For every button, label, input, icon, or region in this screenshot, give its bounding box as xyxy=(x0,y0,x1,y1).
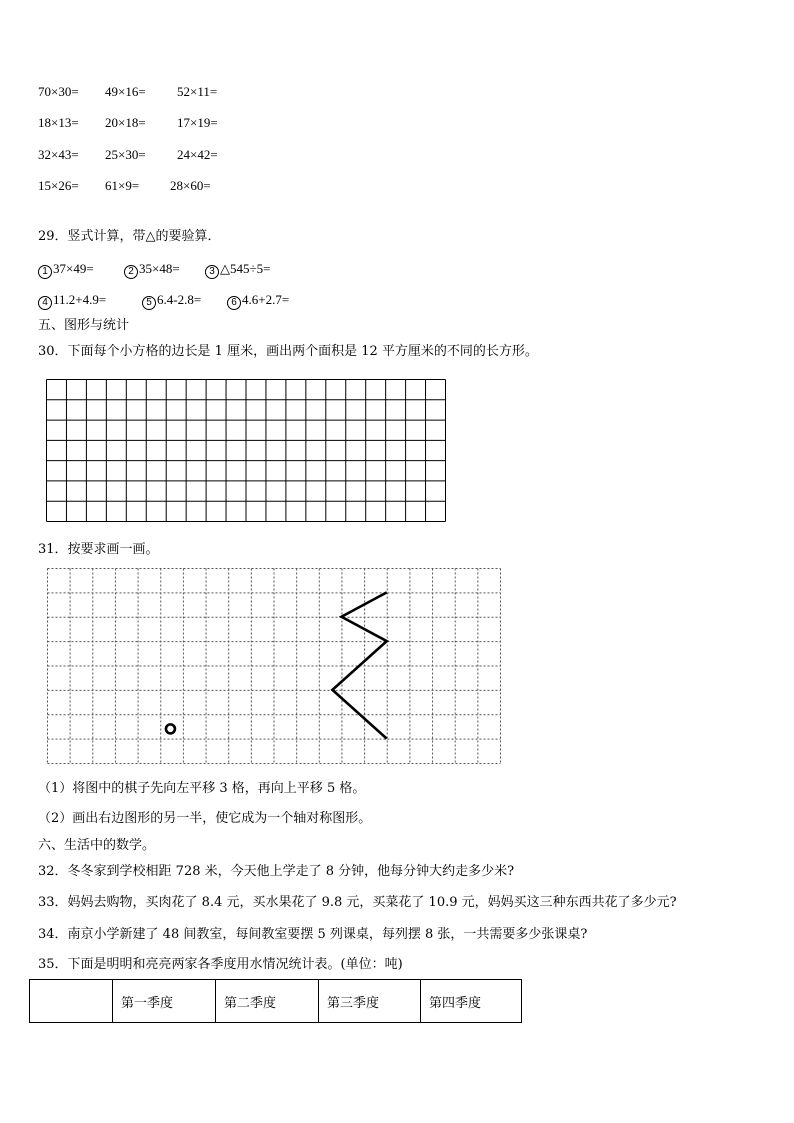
water-usage-table xyxy=(29,979,522,1023)
calc-expr: 17×19= xyxy=(177,115,218,130)
q29-item xyxy=(38,292,106,310)
circled-number: 6 xyxy=(227,296,241,310)
q29-item-text: 35×48= xyxy=(139,261,180,276)
circled-number: 3 xyxy=(205,265,219,279)
calc-expr: 49×16= xyxy=(105,84,146,99)
calc-expr: 20×18= xyxy=(105,115,146,130)
table-header-cell xyxy=(30,980,113,1023)
calc-expr: 52×11= xyxy=(177,84,218,99)
question-29-title: 29．竖式计算，带△的要验算． xyxy=(38,229,221,244)
q29-item xyxy=(205,261,270,279)
section-heading: 五、图形与统计 xyxy=(38,318,130,333)
question-35-title: 35．下面是明明和亮亮两家各季度用水情况统计表。(单位：吨) xyxy=(38,957,403,972)
q29-item-text: △545÷5= xyxy=(220,261,271,276)
question-31-sub2: （2）画出右边图形的另一半，使它成为一个轴对称图形。 xyxy=(38,811,372,826)
table-header-cell: 第二季度 xyxy=(216,980,319,1023)
question-33: 33．妈妈去购物，买肉花了 8.4 元，买水果花了 9.8 元，买菜花了 10.9 元，妈妈买这三种东西共花了多少元? xyxy=(38,895,677,910)
calc-expr: 32×43= xyxy=(38,147,79,162)
circled-number: 1 xyxy=(38,265,52,279)
calc-expr: 24×42= xyxy=(177,147,218,162)
q29-item xyxy=(124,261,180,279)
table-header-cell: 第四季度 xyxy=(421,980,522,1023)
question-31-title: 31．按要求画一画。 xyxy=(38,542,159,557)
question-31-sub1: （1）将图中的棋子先向左平移 3 格，再向上平移 5 格。 xyxy=(38,781,366,796)
q29-item-text: 11.2+4.9= xyxy=(53,292,107,307)
q29-item xyxy=(38,261,94,279)
table-header-cell: 第三季度 xyxy=(319,980,421,1023)
calc-expr: 70×30= xyxy=(38,84,79,99)
calc-expr: 15×26= xyxy=(38,178,79,193)
q29-item-text: 4.6+2.7= xyxy=(242,292,290,307)
circled-number: 4 xyxy=(38,296,52,310)
circled-number: 2 xyxy=(124,265,138,279)
q29-item xyxy=(142,292,201,310)
calc-expr: 25×30= xyxy=(105,147,146,162)
table-row xyxy=(30,980,522,1023)
calc-expr: 61×9= xyxy=(105,178,140,193)
calc-expr: 18×13= xyxy=(38,115,79,130)
section-heading: 六、生活中的数学。 xyxy=(38,838,156,853)
calc-expr: 28×60= xyxy=(170,178,211,193)
chess-piece xyxy=(166,724,175,733)
question-30: 30．下面每个小方格的边长是 1 厘米，画出两个面积是 12 平方厘米的不同的长方形。 xyxy=(38,344,538,359)
circled-number: 5 xyxy=(142,296,156,310)
dotted-grid xyxy=(47,568,501,764)
q29-item xyxy=(227,292,289,310)
square-grid xyxy=(46,379,446,522)
q29-item-text: 6.4-2.8= xyxy=(157,292,202,307)
table-header-cell: 第一季度 xyxy=(113,980,216,1023)
question-34: 34．南京小学新建了 48 间教室，每间教室要摆 5 列课桌，每列摆 8 张，一共需要多少张课桌? xyxy=(38,927,588,942)
question-32: 32．冬冬家到学校相距 728 米，今天他上学走了 8 分钟，他每分钟大约走多少米? xyxy=(38,864,515,879)
q29-item-text: 37×49= xyxy=(53,261,94,276)
